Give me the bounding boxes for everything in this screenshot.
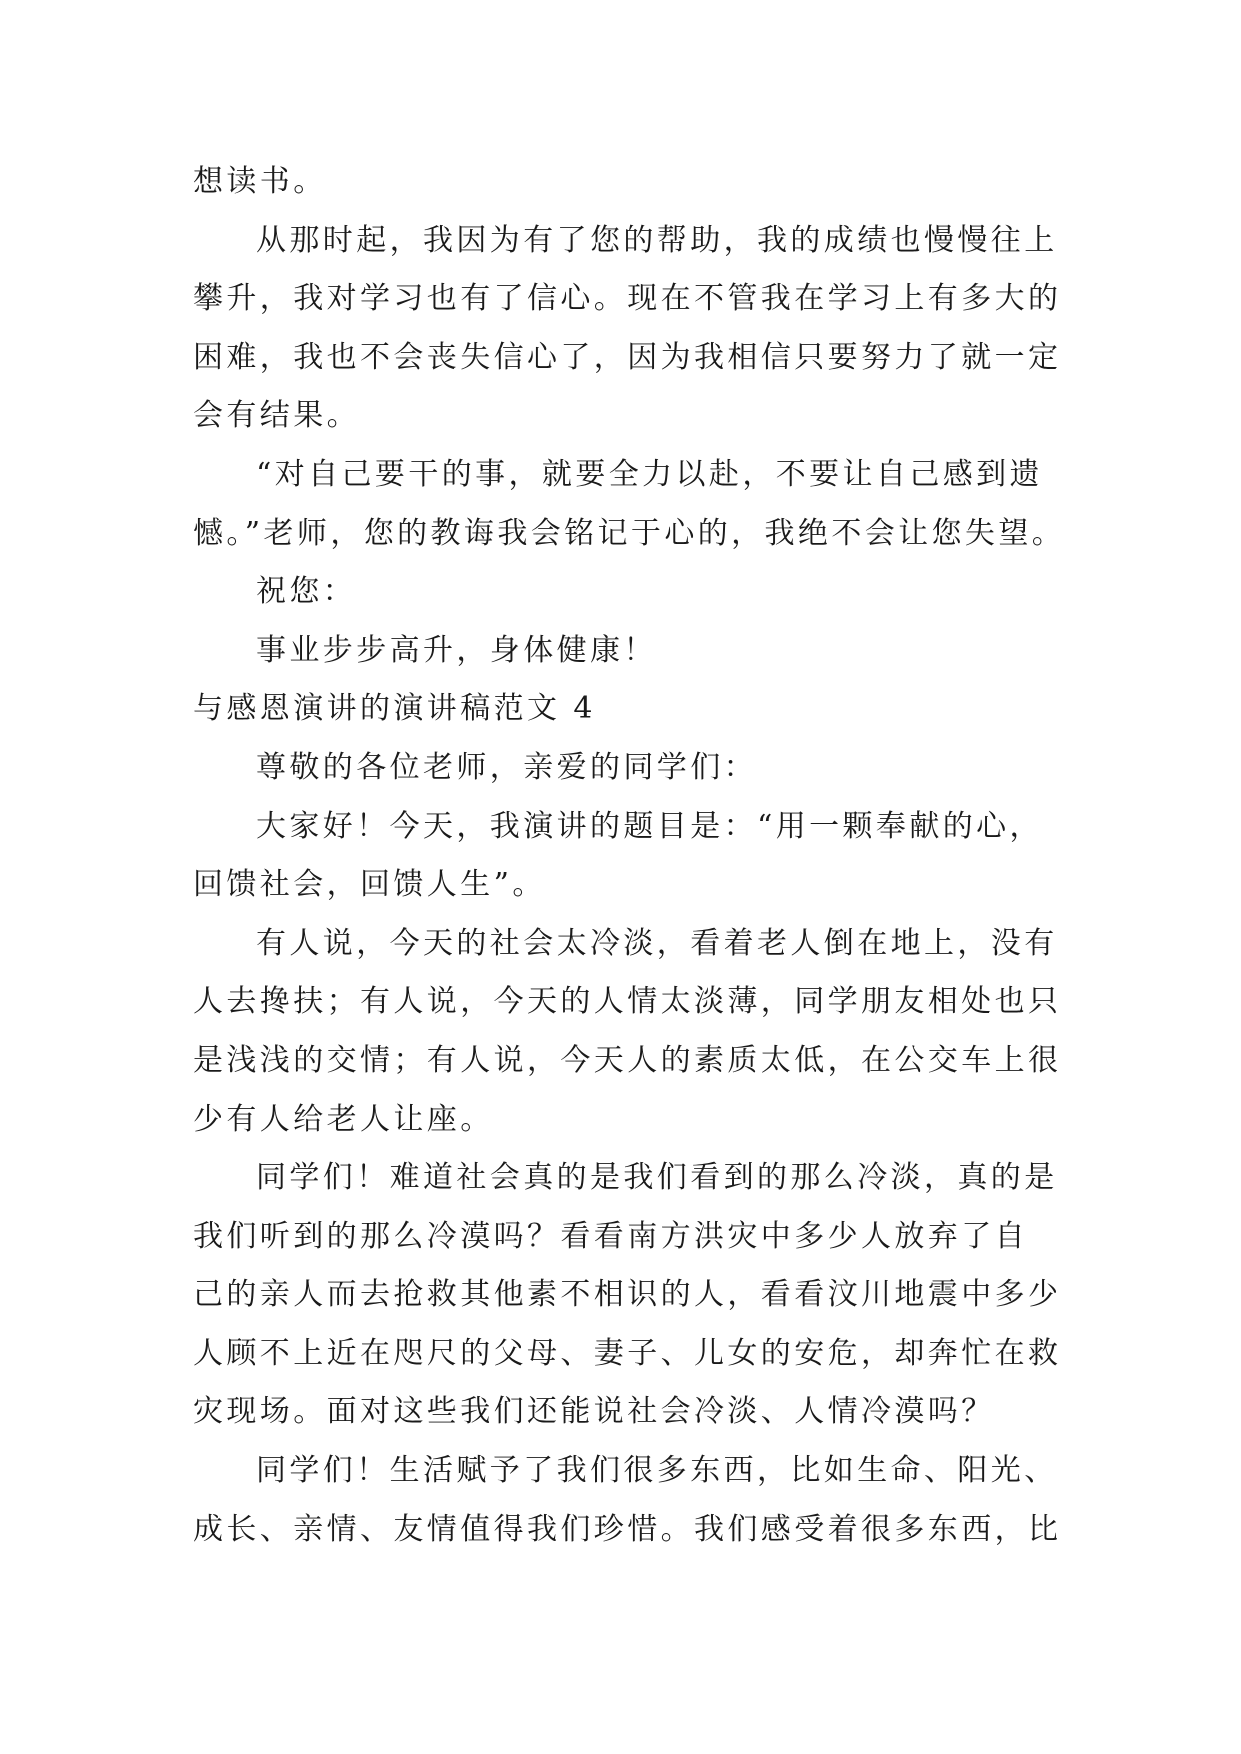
text-line: 人去搀扶；有人说，今天的人情太淡薄，同学朋友相处也只 [193,984,1062,1020]
section-heading: 与感恩演讲的演讲稿范文 4 [193,691,596,727]
text-line: 回馈社会，回馈人生”。 [193,867,546,903]
text-line: 攀升，我对学习也有了信心。现在不管我在学习上有多大的 [193,281,1062,317]
text-line: 困难，我也不会丧失信心了，因为我相信只要努力了就一定 [193,339,1062,375]
text-line: 憾。”老师，您的教诲我会铭记于心的，我绝不会让您失望。 [193,515,1066,551]
text-line: 我们听到的那么冷漠吗？看看南方洪灾中多少人放弃了自 [193,1218,1028,1254]
text-line: 同学们！生活赋予了我们很多东西，比如生命、阳光、 [256,1453,1058,1489]
text-line: 同学们！难道社会真的是我们看到的那么冷淡，真的是 [256,1160,1058,1196]
text-line: 少有人给老人让座。 [193,1101,494,1137]
text-line: 人顾不上近在咫尺的父母、妻子、儿女的安危，却奔忙在救 [193,1335,1062,1371]
text-line: 从那时起，我因为有了您的帮助，我的成绩也慢慢往上 [256,222,1058,258]
text-line: 事业步步高升，身体健康！ [256,632,657,668]
text-line: 有人说，今天的社会太冷淡，看着老人倒在地上，没有 [256,925,1058,961]
text-line: 大家好！今天，我演讲的题目是：“用一颗奉献的心， [256,808,1043,844]
text-line: 己的亲人而去抢救其他素不相识的人，看看汶川地震中多少 [193,1277,1062,1313]
document-body [193,153,1073,1559]
text-line: 尊敬的各位老师，亲爱的同学们： [256,749,757,785]
text-line: 想读书。 [193,164,327,199]
text-line: 祝您： [256,574,357,610]
text-line: 是浅浅的交情；有人说，今天人的素质太低，在公交车上很 [193,1042,1062,1078]
text-line: “对自己要干的事，就要全力以赴，不要让自己感到遗 [256,456,1043,492]
text-line: 会有结果。 [193,398,360,434]
text-line: 成长、亲情、友情值得我们珍惜。我们感受着很多东西，比 [193,1511,1062,1547]
text-line: 灾现场。面对这些我们还能说社会冷淡、人情冷漠吗？ [193,1394,995,1430]
